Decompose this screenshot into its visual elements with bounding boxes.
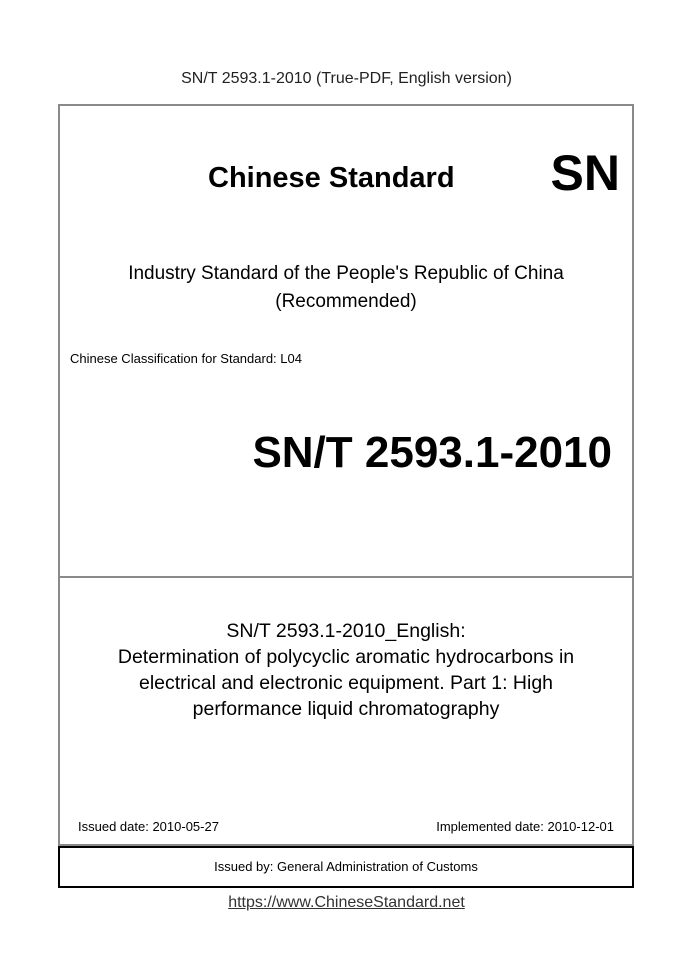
website-link[interactable]: https://www.ChineseStandard.net xyxy=(228,894,465,911)
issued-date: Issued date: 2010-05-27 xyxy=(78,819,219,834)
document-title-line: performance liquid chromatography xyxy=(192,698,500,720)
cover-frame xyxy=(58,104,634,846)
industry-line-2: (Recommended) xyxy=(275,291,417,312)
standard-type-title: Chinese Standard xyxy=(208,162,455,194)
document-title-line: Determination of polycyclic aromatic hydrocarbons in xyxy=(117,646,575,668)
implemented-date: Implemented date: 2010-12-01 xyxy=(436,819,614,834)
document-title-line: SN/T 2593.1-2010_English: xyxy=(226,620,466,642)
classification-label: Chinese Classification for Standard: L04 xyxy=(70,351,302,366)
document-header-label: SN/T 2593.1-2010 (True-PDF, English version) xyxy=(181,70,512,87)
document-title xyxy=(60,618,632,722)
industry-line-1: Industry Standard of the People's Republic of China xyxy=(128,263,564,284)
issuer-box: Issued by: General Administration of Customs xyxy=(58,846,634,888)
section-divider xyxy=(60,576,632,578)
standard-number: SN/T 2593.1-2010 xyxy=(252,428,612,477)
document-title-line: electrical and electronic equipment. Part 1: High xyxy=(138,672,554,694)
industry-standard-text xyxy=(60,260,632,316)
standard-code-mark: SN xyxy=(550,145,620,201)
